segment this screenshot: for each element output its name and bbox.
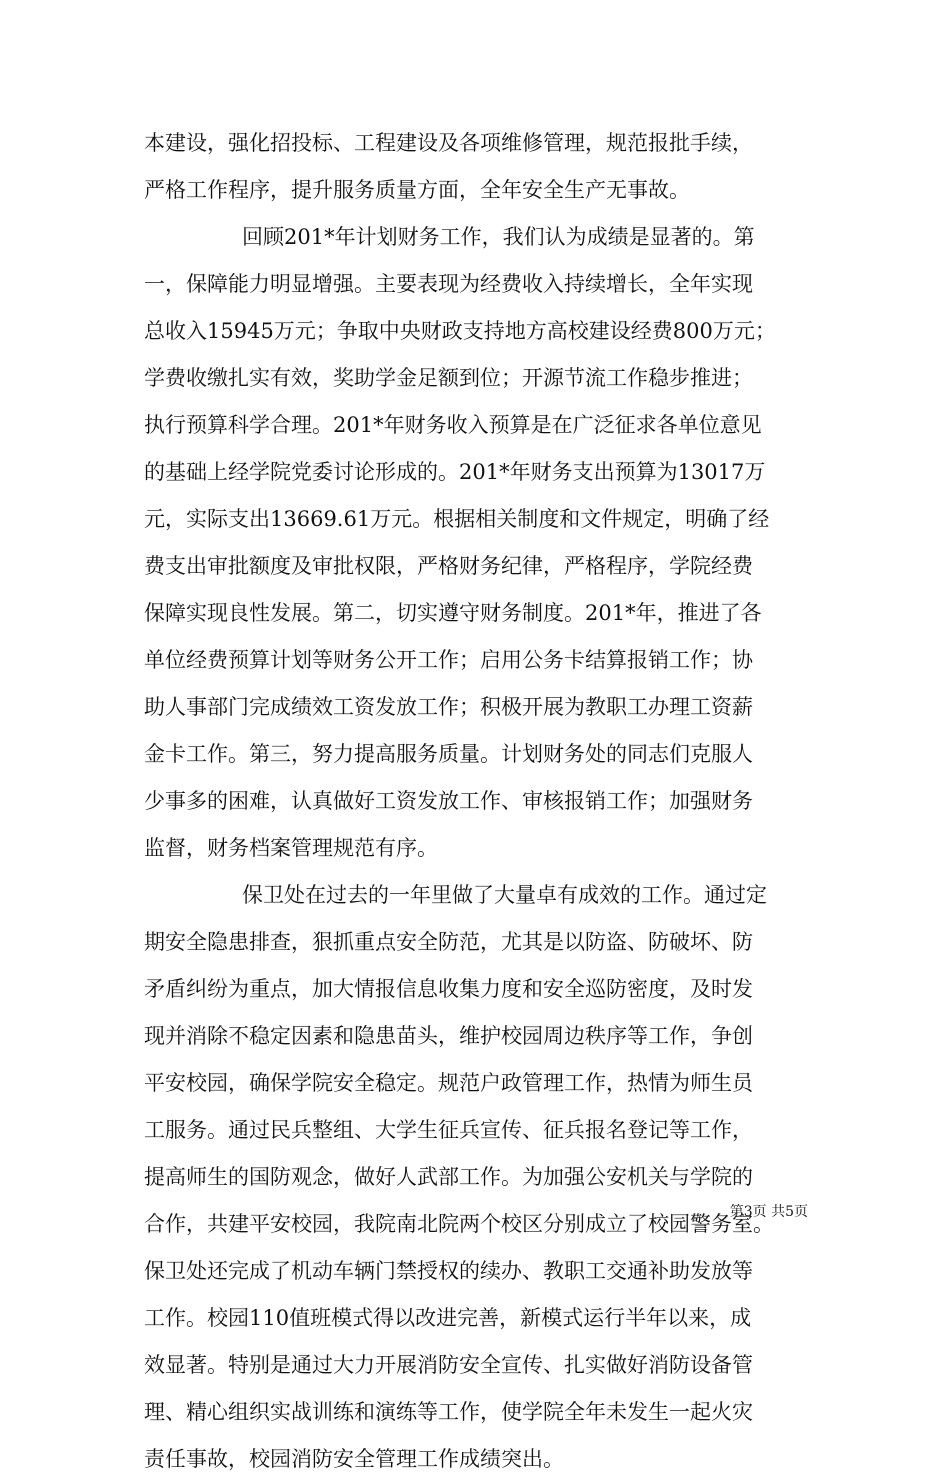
text-line: 保障实现良性发展。第二，切实遵守财务制度。201*年，推进了各 bbox=[144, 601, 762, 625]
text-line: 金卡工作。第三，努力提高服务质量。计划财务处的同志们克服人 bbox=[144, 742, 753, 766]
text-line: 少事多的困难，认真做好工资发放工作、审核报销工作；加强财务 bbox=[144, 789, 753, 813]
text-line: 元，实际支出13669.61万元。根据相关制度和文件规定，明确了经 bbox=[144, 507, 770, 531]
text-line: 的基础上经学院党委讨论形成的。201*年财务支出预算为13017万 bbox=[144, 460, 766, 484]
text-line: 平安校园，确保学院安全稳定。规范户政管理工作，热情为师生员 bbox=[144, 1071, 753, 1095]
text-line: 单位经费预算计划等财务公开工作；启用公务卡结算报销工作；协 bbox=[144, 648, 753, 672]
text-line: 理、精心组织实战训练和演练等工作，使学院全年未发生一起火灾 bbox=[144, 1400, 753, 1424]
text-line: 矛盾纠纷为重点，加大情报信息收集力度和安全巡防密度，及时发 bbox=[144, 977, 753, 1001]
text-line: 责任事故，校园消防安全管理工作成绩突出。 bbox=[144, 1447, 564, 1471]
text-line: 合作，共建平安校园，我院南北院两个校区分别成立了校园警务室。 bbox=[144, 1212, 774, 1236]
page-number-footer: 第3页 共5页 bbox=[729, 1204, 808, 1220]
paragraph-first-line: 保卫处在过去的一年里做了大量卓有成效的工作。通过定 bbox=[242, 883, 767, 907]
text-line: 执行预算科学合理。201*年财务收入预算是在广泛征求各单位意见 bbox=[144, 413, 762, 437]
text-line: 学费收缴扎实有效，奖助学金足额到位；开源节流工作稳步推进； bbox=[144, 366, 753, 390]
text-line: 保卫处还完成了机动车辆门禁授权的续办、教职工交通补助发放等 bbox=[144, 1259, 753, 1283]
text-line: 现并消除不稳定因素和隐患苗头，维护校园周边秩序等工作，争创 bbox=[144, 1024, 753, 1048]
body-text bbox=[144, 120, 820, 1483]
text-line: 费支出审批额度及审批权限，严格财务纪律，严格程序，学院经费 bbox=[144, 554, 753, 578]
text-line: 提高师生的国防观念，做好人武部工作。为加强公安机关与学院的 bbox=[144, 1165, 753, 1189]
text-line: 助人事部门完成绩效工资发放工作；积极开展为教职工办理工资薪 bbox=[144, 695, 753, 719]
text-line: 效显著。特别是通过大力开展消防安全宣传、扎实做好消防设备管 bbox=[144, 1353, 753, 1377]
text-line: 一，保障能力明显增强。主要表现为经费收入持续增长，全年实现 bbox=[144, 272, 753, 296]
text-line: 严格工作程序，提升服务质量方面，全年安全生产无事故。 bbox=[144, 178, 690, 202]
text-line: 总收入15945万元；争取中央财政支持地方高校建设经费800万元； bbox=[144, 319, 776, 343]
text-line: 工服务。通过民兵整组、大学生征兵宣传、征兵报名登记等工作， bbox=[144, 1118, 753, 1142]
paragraph-first-line: 回顾201*年计划财务工作，我们认为成绩是显著的。第 bbox=[242, 225, 755, 249]
text-line: 监督，财务档案管理规范有序。 bbox=[144, 836, 438, 860]
text-line: 期安全隐患排查，狠抓重点安全防范，尤其是以防盗、防破坏、防 bbox=[144, 930, 753, 954]
text-line: 本建设，强化招投标、工程建设及各项维修管理，规范报批手续， bbox=[144, 131, 753, 155]
text-line: 工作。校园110值班模式得以改进完善，新模式运行半年以来，成 bbox=[144, 1306, 752, 1330]
